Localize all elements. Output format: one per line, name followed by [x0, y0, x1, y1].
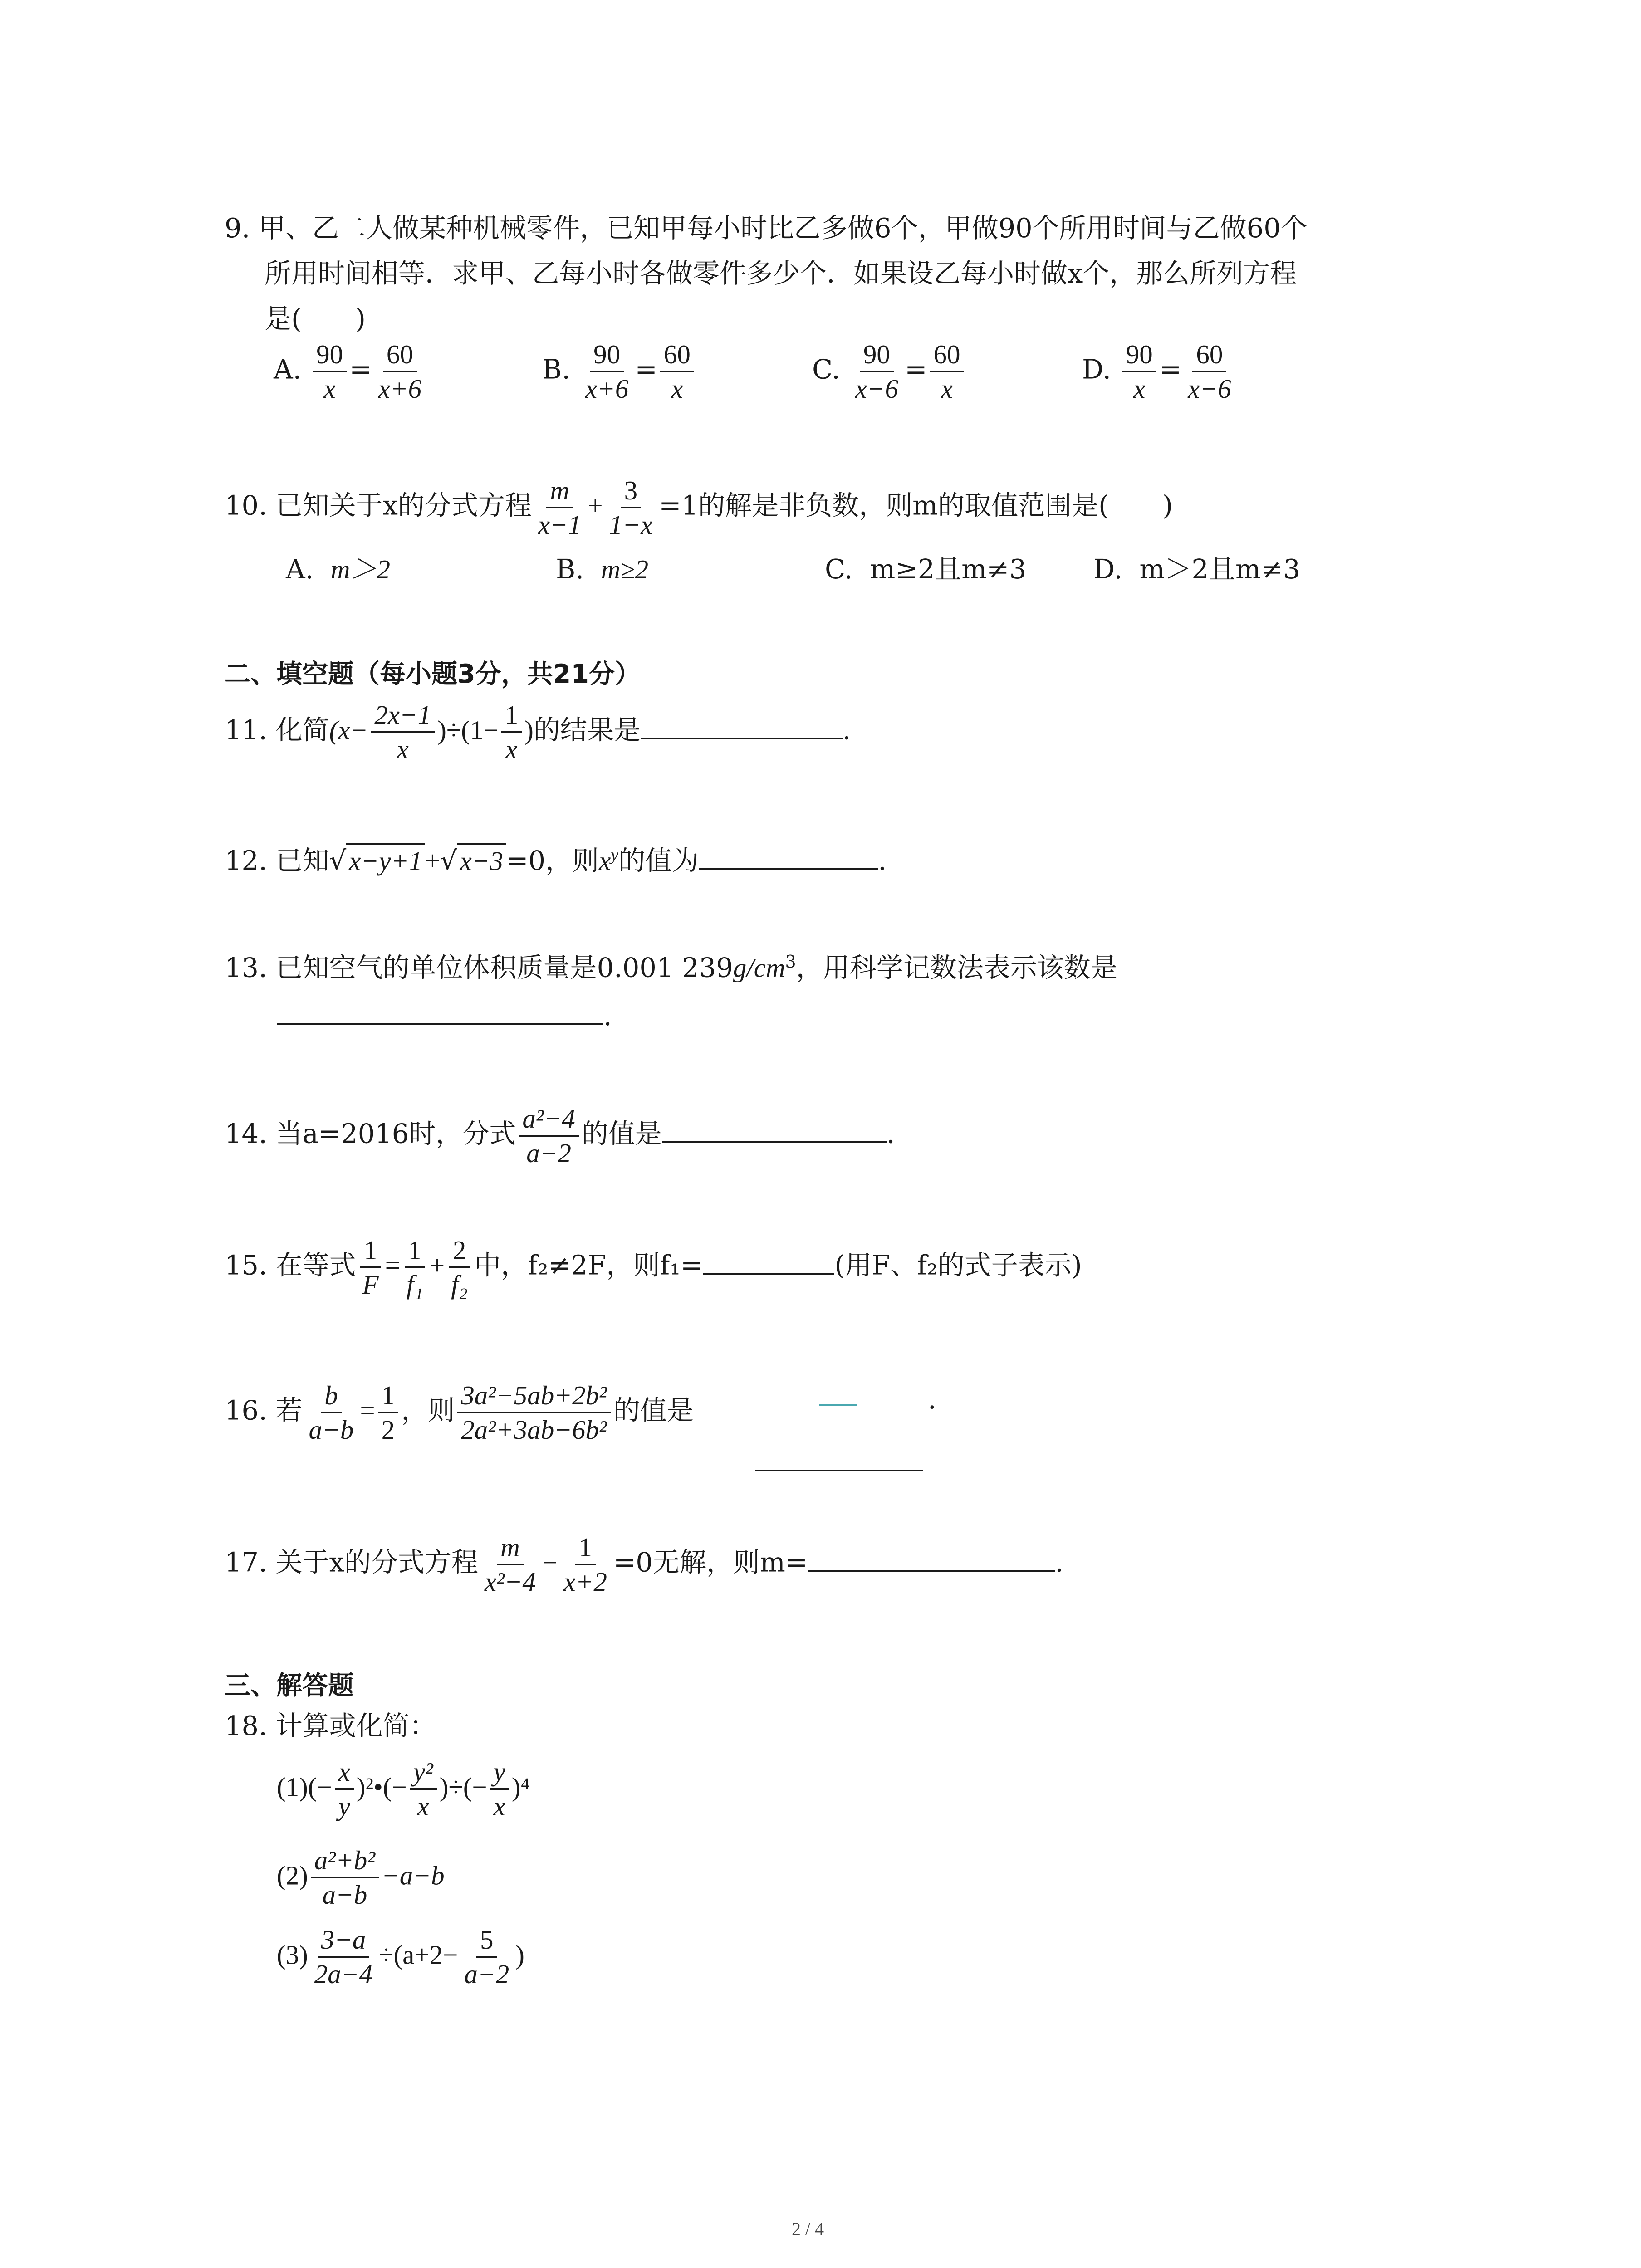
option-label: A.	[274, 353, 302, 385]
answer-blank[interactable]	[662, 1132, 887, 1143]
answer-blank[interactable]	[755, 1470, 923, 1471]
fraction: $\frac{90}{x+6}$	[582, 338, 632, 405]
q12: 12. 已知√ x−y+1 +√ x−3 =0，则$x^y$的值为 .	[225, 839, 887, 877]
q10-option-d[interactable]: D. m＞2且m≠3	[1093, 553, 1300, 585]
section-heading-solutions: 三、解答题	[225, 1671, 354, 1701]
fraction: $\frac{\text{a²−4}}{a-2}$	[519, 1102, 579, 1169]
fraction: $\frac{\text{a²+b²}}{a-b}$	[311, 1844, 379, 1911]
q14: 14. 当a=2016时，分式 $\frac{\text{a²−4}}{a-2}$ 的值是 .	[225, 1102, 895, 1169]
fraction: $\frac{2}{\text{f₂}}$	[447, 1234, 471, 1301]
option-label: D.	[1082, 353, 1111, 385]
answer-blank[interactable]	[277, 1014, 603, 1025]
answer-blank[interactable]	[641, 728, 843, 739]
fraction: $\frac{60}{x}$	[660, 338, 694, 405]
fraction: $\frac{2x-1}{x}$	[371, 699, 435, 766]
q9-option-c[interactable]: C. $\frac{90}{x-6}$ = $\frac{60}{x}$	[812, 338, 967, 405]
answer-blank[interactable]	[808, 1561, 1055, 1572]
answer-blank[interactable]	[703, 1264, 834, 1275]
q10-stem: 10. 已知关于x的分式方程 $\frac{m}{x-1}$ + $\frac{3}{1-x}$ =1的解是非负数，则m的取值范围是( )	[225, 474, 1173, 541]
section-heading-fill-in: 二、填空题（每小题3分，共21分）	[225, 659, 641, 689]
fraction: $\frac{1}{2}$	[378, 1379, 399, 1446]
q13-line2: .	[277, 1000, 612, 1032]
fraction: $\frac{1}{x+2}$	[560, 1531, 611, 1598]
q9-line3: 是( )	[265, 303, 366, 334]
fraction: $\frac{60}{x}$	[930, 338, 964, 405]
fraction: $\frac{90}{x}$	[1122, 338, 1156, 405]
fraction: $\frac{x}{y}$	[335, 1755, 354, 1823]
q10-option-a[interactable]: A. m＞2	[286, 553, 390, 585]
q13-line1: 13. 已知空气的单位体积质量是0.001 $239g/cm^3$，用科学记数法表示该数是	[225, 952, 1117, 983]
fraction: $\frac{3}{1-x}$	[606, 474, 656, 541]
fraction: $\frac{90}{x-6}$	[852, 338, 902, 405]
fraction: $\frac{60}{x+6}$	[375, 338, 426, 405]
q11: 11. 化简(x− $\frac{2x-1}{x}$ )÷(1− $\frac{1}{x}$ )的结果是 .	[225, 699, 851, 766]
fraction: $\frac{3-a}{2a-4}$	[311, 1923, 376, 1990]
answer-blank[interactable]	[699, 859, 878, 870]
fraction: $\frac{1}{\text{f₁}}$	[403, 1234, 427, 1301]
fraction: $\frac{b}{a-b}$	[305, 1379, 358, 1446]
q16: 16. 若 $\frac{b}{a-b}$ = $\frac{1}{2}$ ，则 $\frac{\text{3a²−5ab+2b²}}{\text{2a²+3ab−6b²}}$ 的值是	[225, 1379, 694, 1446]
q15: 15. 在等式 $\frac{1}{F}$ = $\frac{1}{\text{f₁}}$ + $\frac{2}{\text{f₂}}$ 中，f₂≠2F，则f₁= (用F、f₂的式子表示)	[225, 1234, 1082, 1301]
fraction: $\frac{m}{\text{x²−4}}$	[481, 1531, 539, 1598]
q18-part2: (2) $\frac{\text{a²+b²}}{a-b}$ −a−b	[277, 1844, 445, 1911]
q10-option-c[interactable]: C. m≥2且m≠3	[825, 553, 1027, 585]
q9-option-b[interactable]: B. $\frac{90}{x+6}$ = $\frac{60}{x}$	[542, 338, 697, 405]
option-label: B.	[542, 353, 571, 385]
fraction: $\frac{60}{x-6}$	[1184, 338, 1235, 405]
fraction: $\frac{\text{y²}}{x}$	[410, 1755, 437, 1823]
q17: 17. 关于x的分式方程 $\frac{m}{\text{x²−4}}$ − $\frac{1}{x+2}$ =0无解，则m= .	[225, 1531, 1063, 1598]
decorative-dash	[819, 1404, 857, 1406]
fraction: $\frac{90}{x}$	[313, 338, 347, 405]
sqrt-expression: x−y+1	[346, 843, 425, 877]
option-label: C.	[812, 353, 840, 385]
fraction: $\frac{1}{x}$	[501, 699, 522, 766]
q16-period: .	[928, 1383, 936, 1415]
q9-option-d[interactable]: D. $\frac{90}{x}$ = $\frac{60}{x-6}$	[1082, 338, 1238, 405]
page-number: 2 / 4	[792, 2219, 824, 2239]
fraction: $\frac{1}{F}$	[359, 1234, 382, 1301]
fraction: $\frac{5}{a-2}$	[460, 1923, 513, 1990]
fraction: $\frac{y}{x}$	[490, 1755, 509, 1823]
q9-line2: 所用时间相等．求甲、乙每小时各做零件多少个．如果设乙每小时做x个，那么所列方程	[265, 258, 1297, 289]
sqrt-expression: x−3	[457, 843, 506, 877]
fraction: $\frac{m}{x-1}$	[534, 474, 585, 541]
q18-title: 18. 计算或化简：	[225, 1710, 436, 1741]
q18-part3: (3) $\frac{3-a}{2a-4}$ ÷(a+2− $\frac{5}{a-2}$ )	[277, 1923, 524, 1990]
q18-part1: (1)(− $\frac{x}{y}$ )²•(− $\frac{\text{y²}}{x}$ )÷(− $\frac{y}{x}$ )⁴	[277, 1755, 530, 1823]
q10-option-b[interactable]: B. m≥2	[556, 553, 649, 585]
q9-option-a[interactable]: A. $\frac{90}{x}$ = $\frac{60}{x+6}$	[274, 338, 428, 405]
fraction: $\frac{\text{3a²−5ab+2b²}}{\text{2a²+3ab−6b²}}$	[457, 1379, 611, 1446]
q9-line1: 9. 甲、乙二人做某种机械零件，已知甲每小时比乙多做6个，甲做90个所用时间与乙做60个	[225, 212, 1308, 244]
